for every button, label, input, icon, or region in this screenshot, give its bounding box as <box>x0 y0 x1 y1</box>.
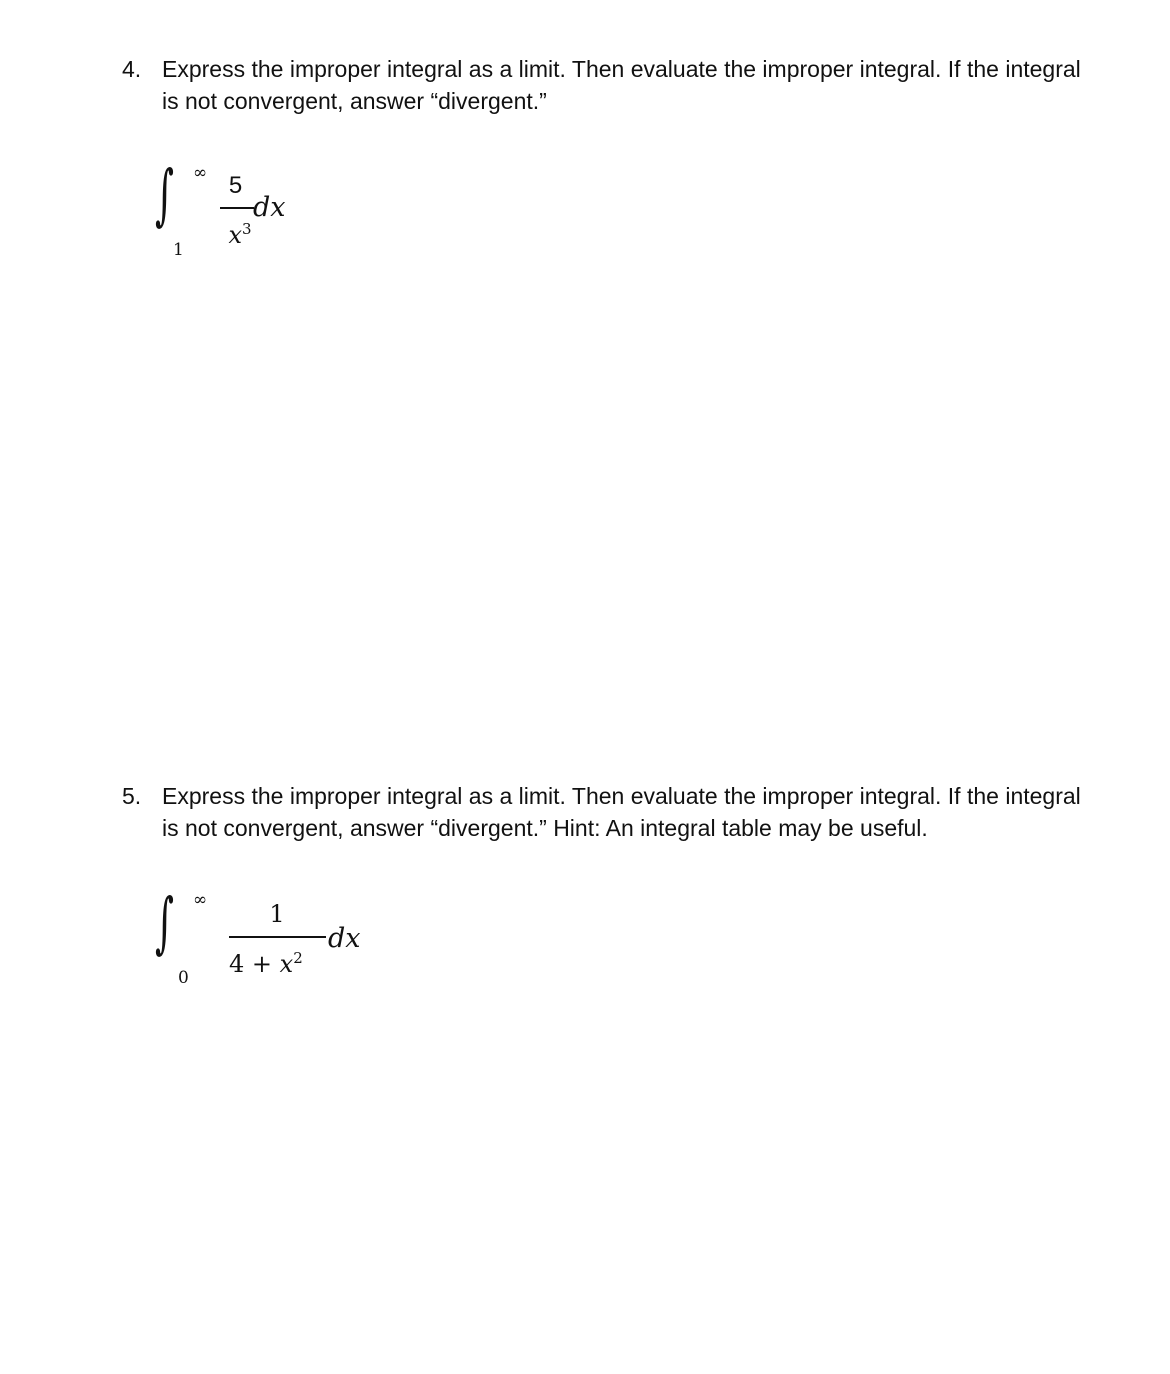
problem-number: 4. <box>122 56 142 82</box>
fraction-bar <box>220 207 254 209</box>
variable-x: x <box>279 950 294 978</box>
fraction-bar <box>229 936 326 938</box>
fraction-numerator: 1 <box>269 900 285 928</box>
lower-limit: 0 <box>178 968 189 988</box>
integral-expression <box>150 156 330 270</box>
upper-limit: ∞ <box>193 163 208 183</box>
upper-limit: ∞ <box>193 890 208 910</box>
lower-limit: 1 <box>173 240 184 260</box>
denominator-constant: 4 + <box>229 950 280 978</box>
exponent: 2 <box>293 949 303 967</box>
variable-x: x <box>228 221 242 249</box>
integral-sign: ∫ <box>155 884 174 961</box>
differential: dx <box>253 192 286 223</box>
fraction-numerator: 5 <box>228 172 243 199</box>
exponent: 3 <box>242 220 252 238</box>
problem-statement: Express the improper integral as a limit. Then evaluate the improper integral. If the integral is not convergent, answer “divergent.” <box>162 56 1081 114</box>
differential: dx <box>328 923 361 954</box>
integral-expression <box>150 884 410 998</box>
fraction-denominator <box>229 946 339 976</box>
integral-sign: ∫ <box>155 156 174 233</box>
problem-number: 5. <box>122 783 142 809</box>
problem-statement: Express the improper integral as a limit. Then evaluate the improper integral. If the integral is not convergent, answer “divergent.” Hint: An integral table may be useful. <box>162 783 1081 841</box>
